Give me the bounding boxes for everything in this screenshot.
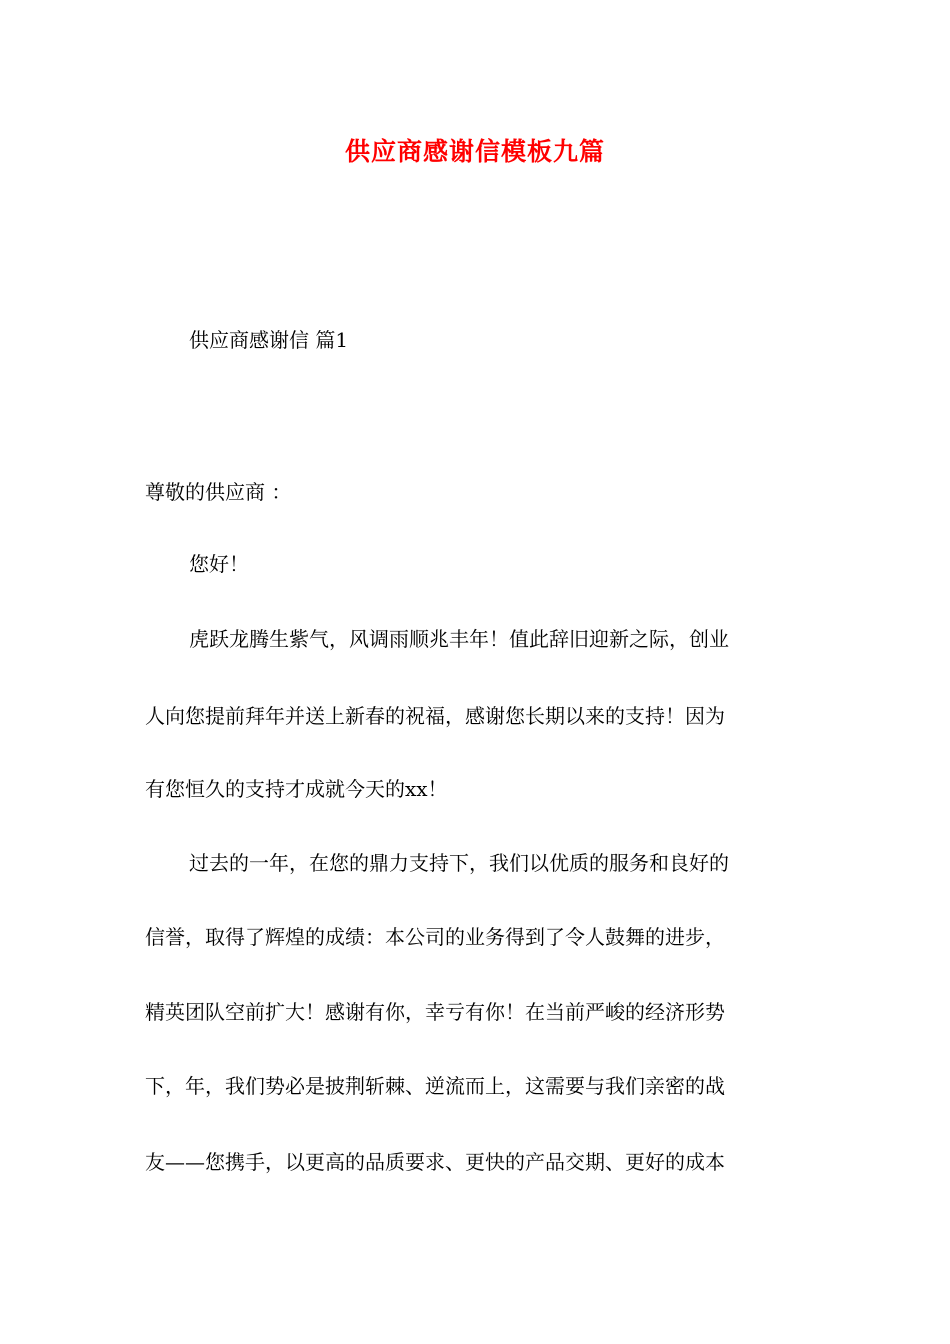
paragraph-line: 友——您携手，以更高的品质要求、更快的产品交期、更好的成本 <box>145 1150 725 1174</box>
salutation: 尊敬的供应商 ： <box>145 480 292 504</box>
paragraph-line: 过去的一年，在您的鼎力支持下，我们以优质的服务和良好的 <box>189 851 729 875</box>
document-title: 供应商感谢信模板九篇 <box>344 137 605 166</box>
paragraph-line: 人向您提前拜年并送上新春的祝福，感谢您长期以来的支持！因为 <box>145 704 725 728</box>
paragraph-line: 精英团队空前扩大！感谢有你，幸亏有你！在当前严峻的经济形势 <box>145 1000 725 1024</box>
paragraph-line: 下，年，我们势必是披荆斩棘、逆流而上，这需要与我们亲密的战 <box>145 1074 725 1098</box>
paragraph-line: 虎跃龙腾生紫气，风调雨顺兆丰年！值此辞旧迎新之际，创业 <box>189 627 729 651</box>
paragraph-line: 有您恒久的支持才成就今天的xx！ <box>145 777 448 801</box>
greeting-line: 您好！ <box>189 552 249 576</box>
paragraph-line: 信誉，取得了辉煌的成绩：本公司的业务得到了令人鼓舞的进步， <box>145 925 725 949</box>
section-heading: 供应商感谢信 篇1 <box>189 328 349 352</box>
